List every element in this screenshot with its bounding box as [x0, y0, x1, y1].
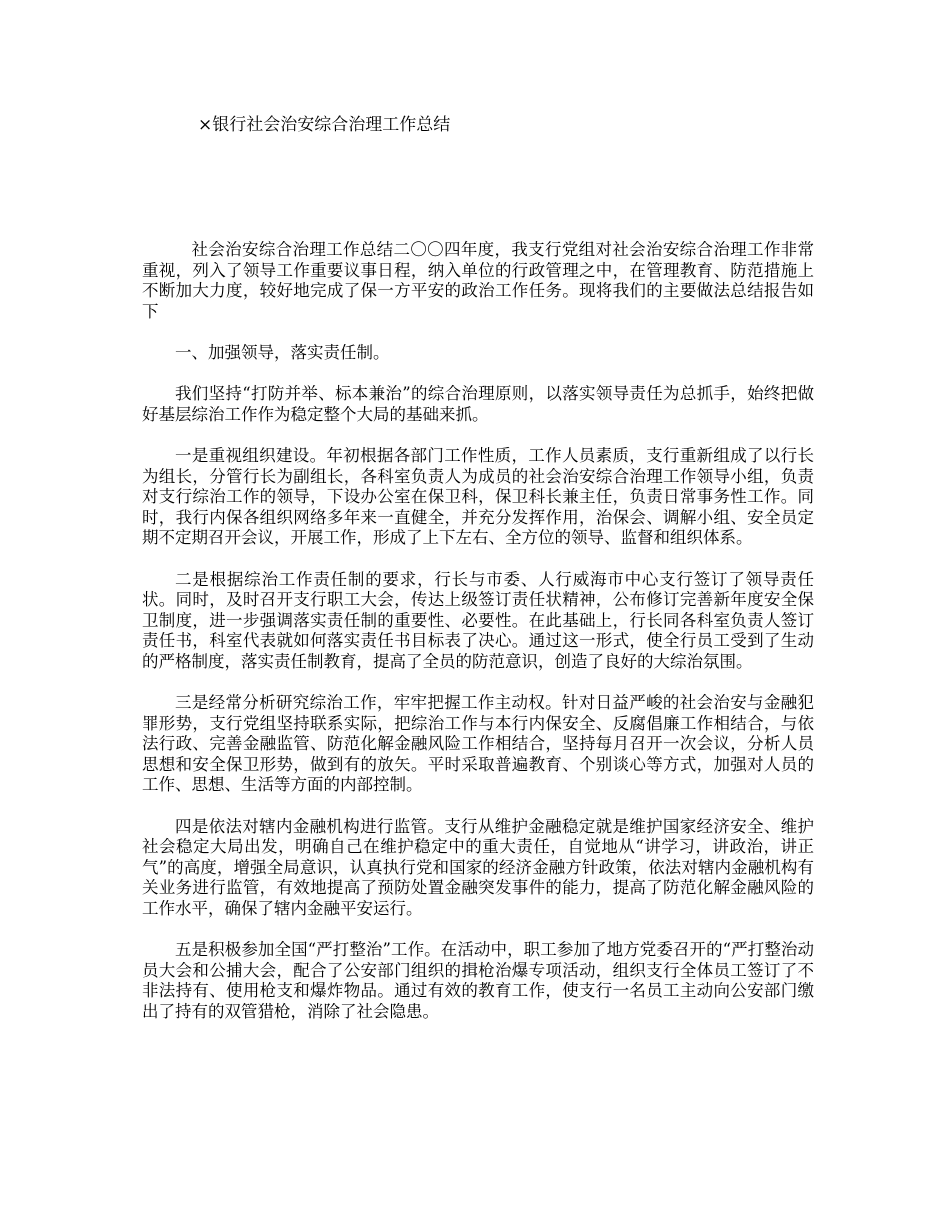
document-body [142, 240, 814, 1023]
paragraph: 我们坚持“打防并举、标本兼治”的综合治理原则，以落实领导责任为总抓手，始终把做好基层综治工作作为稳定整个大局的基础来抓。 [142, 384, 814, 424]
paragraph: 一是重视组织建设。年初根据各部门工作性质，工作人员素质，支行重新组成了以行长为组长，分管行长为副组长，各科室负责人为成员的社会治安综合治理工作领导小组，负责对支行综治工作的领导，下设办公室在保卫科，保卫科长兼主任，负责日常事务性工作。同时，我行内保各组织网络多年来一直健全，并充分发挥作用，治保会、调解小组、安全员定期不定期召开会议，开展工作，形成了上下左右、全方位的领导、监督和组织体系。 [142, 445, 814, 548]
document-title: ×银行社会治安综合治理工作总结 [198, 115, 451, 135]
paragraph-intro: 社会治安综合治理工作总结二〇〇四年度，我支行党组对社会治安综合治理工作非常重视，列入了领导工作重要议事日程，纳入单位的行政管理之中，在管理教育、防范措施上不断加大力度，较好地完成了保一方平安的政治工作任务。现将我们的主要做法总结报告如下 [142, 240, 814, 321]
section-heading: 一、加强领导，落实责任制。 [175, 342, 390, 362]
paragraph: 五是积极参加全国“严打整治”工作。在活动中，职工参加了地方党委召开的“严打整治动员大会和公捕大会，配合了公安部门组织的揖枪治爆专项活动，组织支行全体员工签订了不非法持有、使用枪支和爆炸物品。通过有效的教育工作，使支行一名员工主动向公安部门缴出了持有的双管猎枪，消除了社会隐患。 [142, 940, 814, 1021]
paragraph: 二是根据综治工作责任制的要求，行长与市委、人行威海市中心支行签订了领导责任状。同时，及时召开支行职工大会，传达上级签订责任状精神，公布修订完善新年度安全保卫制度，进一步强调落实责任制的重要性、必要性。在此基础上，行长同各科室负责人签订责任书，科室代表就如何落实责任书目标表了决心。通过这一形式，使全行员工受到了生动的严格制度，落实责任制教育，提高了全员的防范意识，创造了良好的大综治氛围。 [142, 569, 814, 671]
paragraph: 三是经常分析研究综治工作，牢牢把握工作主动权。针对日益严峻的社会治安与金融犯罪形势，支行党组坚持联系实际，把综治工作与本行内保安全、反腐倡廉工作相结合，与依法行政、完善金融监管、防范化解金融风险工作相结合，坚持每月召开一次会议，分析人员思想和安全保卫形势，做到有的放矢。平时采取普遍教育、个别谈心等方式，加强对人员的工作、思想、生活等方面的内部控制。 [142, 693, 814, 795]
paragraph: 四是依法对辖内金融机构进行监管。支行从维护金融稳定就是维护国家经济安全、维护社会稳定大局出发，明确自己在维护稳定中的重大责任，自觉地从“讲学习，讲政治，讲正气”的高度，增强全局意识，认真执行党和国家的经济金融方针政策，依法对辖内金融机构有关业务进行监管，有效地提高了预防处置金融突发事件的能力，提高了防范化解金融风险的工作水平，确保了辖内金融平安运行。 [142, 816, 814, 918]
